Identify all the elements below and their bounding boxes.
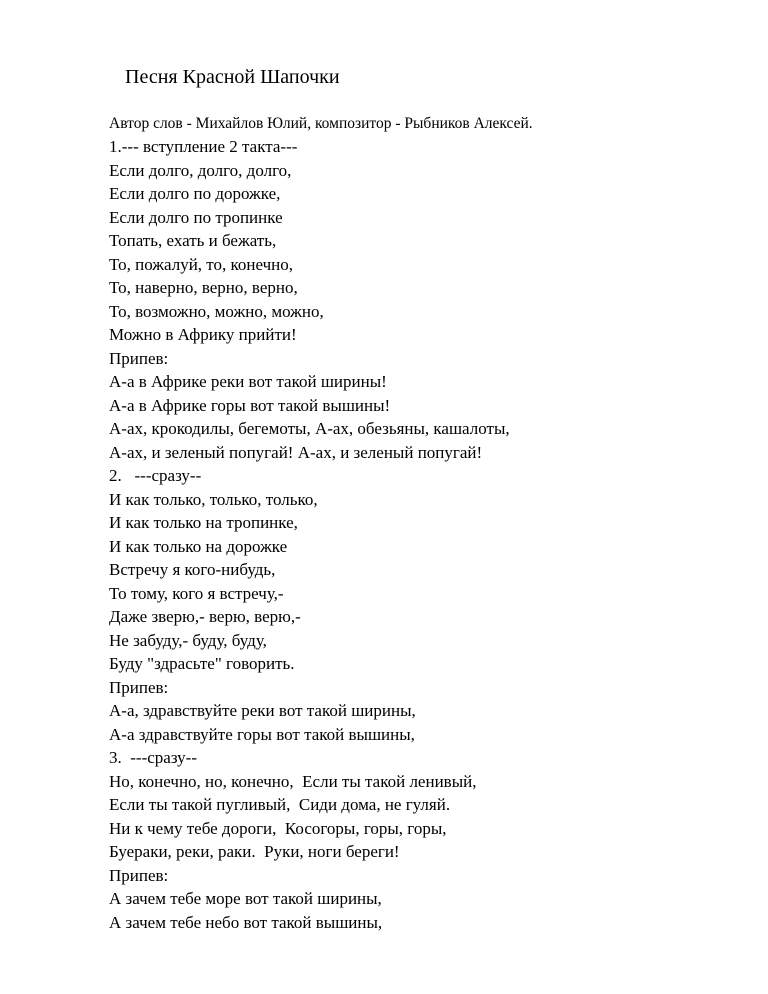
lyric-line: И как только, только, только, (109, 489, 318, 509)
lyric-line: 1.--- вступление 2 такта--- (109, 137, 298, 156)
lyric-line: То, возможно, можно, можно, (109, 301, 324, 321)
lyric-line: Но, конечно, но, конечно, Если ты такой ленивый, (109, 771, 477, 791)
lyric-line: А-а, здравствуйте реки вот такой ширины, (109, 701, 416, 720)
lyric-line: Если долго, долго, долго, (109, 160, 292, 180)
lyric-line: Если долго по тропинке (109, 207, 283, 227)
lyric-line: То тому, кого я встречу,- (109, 583, 284, 603)
lyric-line: А зачем тебе небо вот такой вышины, (109, 912, 383, 932)
lyric-line: То, наверно, верно, верно, (109, 278, 298, 297)
lyric-line: То, пожалуй, то, конечно, (109, 254, 294, 274)
lyric-line: Можно в Африку прийти! (109, 325, 297, 344)
lyric-line: И как только на дорожке (109, 536, 288, 556)
lyric-line: А-ах, и зеленый попугай! А-ах, и зеленый попугай! (109, 442, 483, 462)
chorus-label: Припев: (109, 677, 169, 697)
author-line: Автор слов - Михайлов Юлий, композитор - Рыбников Алексей. (109, 115, 533, 132)
lyric-line: А-а в Африке горы вот такой вышины! (109, 395, 391, 415)
lyric-line: Не забуду,- буду, буду, (109, 630, 267, 650)
lyric-line: А-а здравствуйте горы вот такой вышины, (109, 724, 415, 744)
lyric-line: А-ах, крокодилы, бегемоты, А-ах, обезьяны, кашалоты, (109, 419, 510, 438)
lyric-line: Если долго по дорожке, (109, 184, 281, 203)
lyric-line: А зачем тебе море вот такой ширины, (109, 889, 382, 908)
lyrics-body (109, 135, 510, 934)
chorus-label: Припев: (109, 865, 169, 885)
lyric-line: Топать, ехать и бежать, (109, 231, 277, 250)
lyric-line: Ни к чему тебе дороги, Косогоры, горы, горы, (109, 818, 447, 838)
lyric-line: И как только на тропинке, (109, 513, 298, 532)
lyric-line: Если ты такой пугливый, Сиди дома, не гуляй. (109, 795, 451, 814)
song-title: Песня Красной Шапочки (125, 66, 340, 88)
lyric-line: Даже зверю,- верю, верю,- (109, 607, 301, 626)
chorus-label: Припев: (109, 348, 169, 368)
lyric-line: 2. ---сразу-- (109, 466, 202, 485)
lyric-line: А-а в Африке реки вот такой ширины! (109, 372, 387, 391)
lyric-line: Буду "здрасьте" говорить. (109, 654, 295, 673)
lyric-line: Встречу я кого-нибудь, (109, 560, 276, 579)
lyric-line: 3. ---сразу-- (109, 748, 198, 767)
lyric-line: Буераки, реки, раки. Руки, ноги береги! (109, 842, 400, 861)
